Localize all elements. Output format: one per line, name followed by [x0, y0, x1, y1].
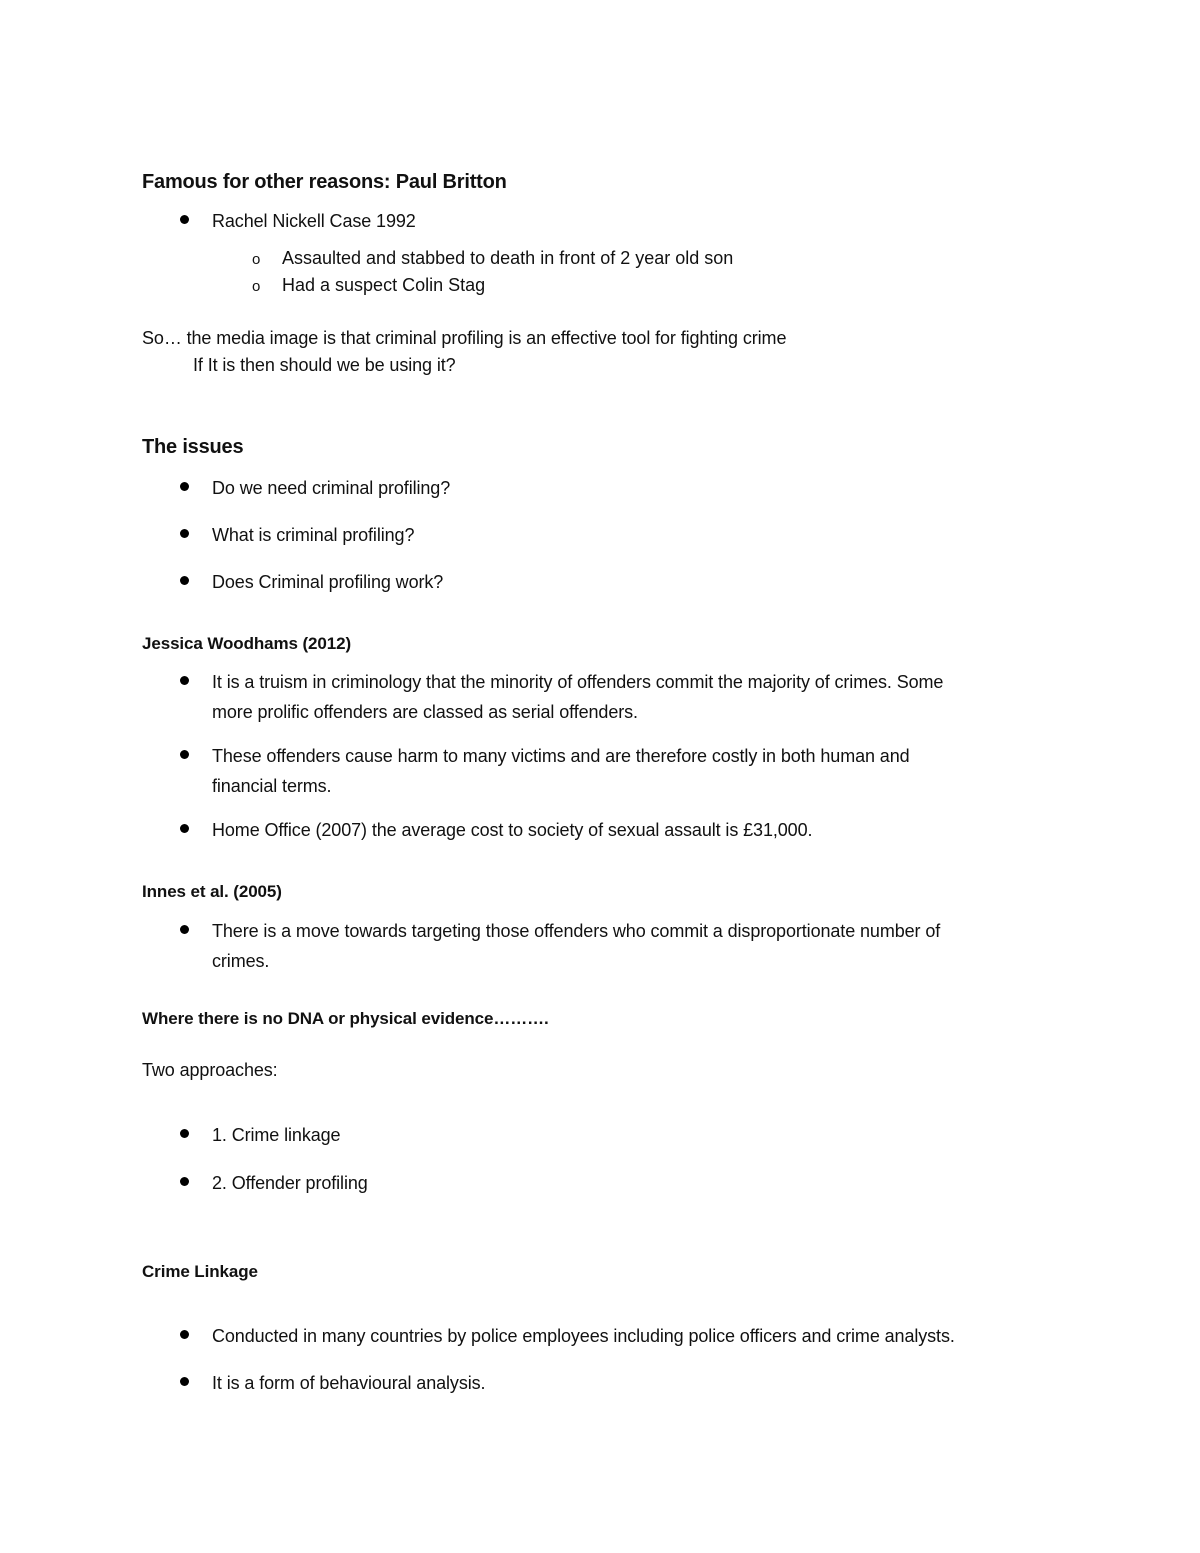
bullet-icon [180, 925, 189, 934]
heading-innes: Innes et al. (2005) [142, 882, 282, 901]
heading-paul-britton: Famous for other reasons: Paul Britton [142, 171, 507, 193]
paragraph: So… the media image is that criminal profiling is an effective tool for fighting crime [142, 328, 787, 348]
heading-no-dna: Where there is no DNA or physical evidence………. [142, 1009, 549, 1028]
bullet-icon [180, 1330, 189, 1339]
bullet-icon [180, 529, 189, 538]
circle-marker-icon: o [252, 278, 261, 295]
circle-marker-icon: o [252, 251, 261, 268]
document-page: Famous for other reasons: Paul Britton Rachel Nickell Case 1992 o Assaulted and stabbed to death in front of 2 year old son o Had a suspect Colin Stag So… the media image is that criminal profiling is an effective tool for fighting crime If It is then should we be using it? The issues Do we need criminal profiling? What is criminal profiling? Does Criminal profiling work? Jessica Woodhams (2012) It is a truism in criminology that the minority of offenders commit the majority of crimes. Some more prolific offenders are classed as serial offenders. These offenders cause harm to many victims and are therefore costly in both human and financial terms. Home Office (2007) the average cost to society of sexual assault is £31,000. Innes et al. (2005) There is a move towards targeting those offenders who commit a disproportionate number of crimes. Where there is no DNA or physical evidence………. Two approaches: 1. Crime linkage 2. Offender profiling Crime Linkage Conducted in many countries by police employees including police officers and crime analysts. It is a form of behavioural analysis. [142, 171, 955, 1393]
bullet-icon [180, 1129, 189, 1138]
sub-list-item: o Had a suspect Colin Stag [252, 275, 486, 295]
bullet-icon [180, 576, 189, 585]
bullet-icon [180, 1377, 189, 1386]
bullet-icon [180, 215, 189, 224]
sub-list-item: o Assaulted and stabbed to death in front of 2 year old son [252, 248, 734, 268]
bullet-icon [180, 1177, 189, 1186]
paragraph-indented: If It is then should we be using it? [193, 355, 456, 375]
bullet-icon [180, 824, 189, 833]
bullet-icon [180, 676, 189, 685]
heading-crime-linkage: Crime Linkage [142, 1262, 258, 1281]
heading-woodhams: Jessica Woodhams (2012) [142, 634, 352, 653]
paragraph: Two approaches: [142, 1060, 278, 1080]
bullet-icon [180, 482, 189, 491]
heading-the-issues: The issues [142, 436, 244, 458]
bullet-icon [180, 750, 189, 759]
